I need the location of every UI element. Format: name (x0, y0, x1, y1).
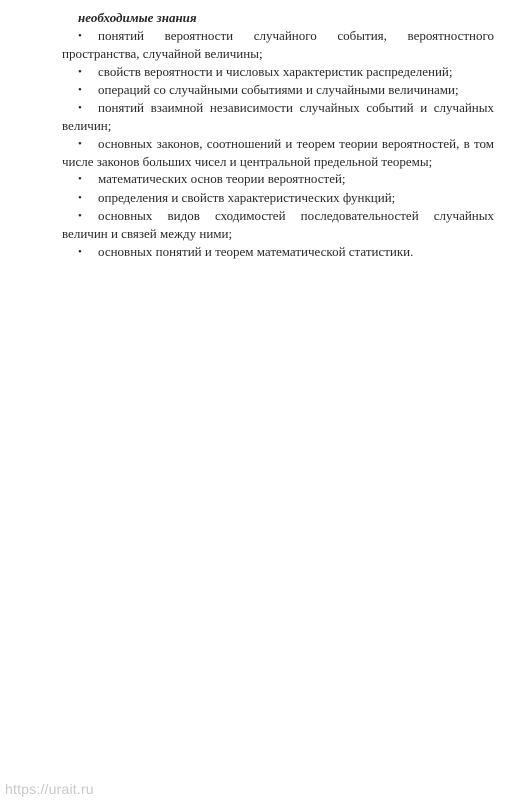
bullet-icon: • (78, 102, 82, 115)
list-item-text: основных понятий и теорем математической статистики. (98, 243, 414, 259)
list-item-text: математических основ теории вероятностей; (98, 171, 346, 187)
list-item (62, 81, 494, 99)
list-item-text: понятий вероятности случайного события, вероятностного пространства, случайной величины; (62, 28, 494, 62)
list-item (62, 189, 494, 207)
bullet-icon: • (78, 245, 82, 258)
bullet-icon: • (78, 30, 82, 42)
list-item-text: основных законов, соотношений и теорем теории вероятностей, в том числе законов больших чисел и центральной предельной теоремы; (62, 135, 494, 170)
document-page (62, 9, 494, 261)
list-item (62, 135, 494, 171)
list-item (62, 170, 494, 188)
bullet-icon: • (78, 209, 82, 222)
section-heading: необходимые знания (78, 10, 197, 25)
bullet-icon: • (78, 65, 82, 78)
list-item (62, 207, 494, 243)
list-item-text: основных видов сходимостей последовательностей случайных величин и связей между ними; (62, 207, 494, 242)
list-item-text: определения и свойств характеристических функций; (98, 189, 396, 205)
list-item (62, 27, 494, 63)
list-item-text: операций со случайными событиями и случайными величинами; (98, 81, 459, 97)
list-item (62, 243, 494, 261)
list-item-text: понятий взаимной независимости случайных событий и случайных величин; (62, 100, 494, 134)
bullet-icon: • (78, 191, 82, 204)
list-item (62, 63, 494, 81)
bullet-icon: • (78, 137, 82, 150)
bullet-icon: • (78, 173, 82, 186)
bullet-icon: • (78, 83, 82, 96)
list-item (62, 99, 494, 135)
source-url-watermark[interactable]: https://urait.ru (5, 781, 94, 797)
list-item-text: свойств вероятности и числовых характеристик распределений; (98, 63, 453, 79)
